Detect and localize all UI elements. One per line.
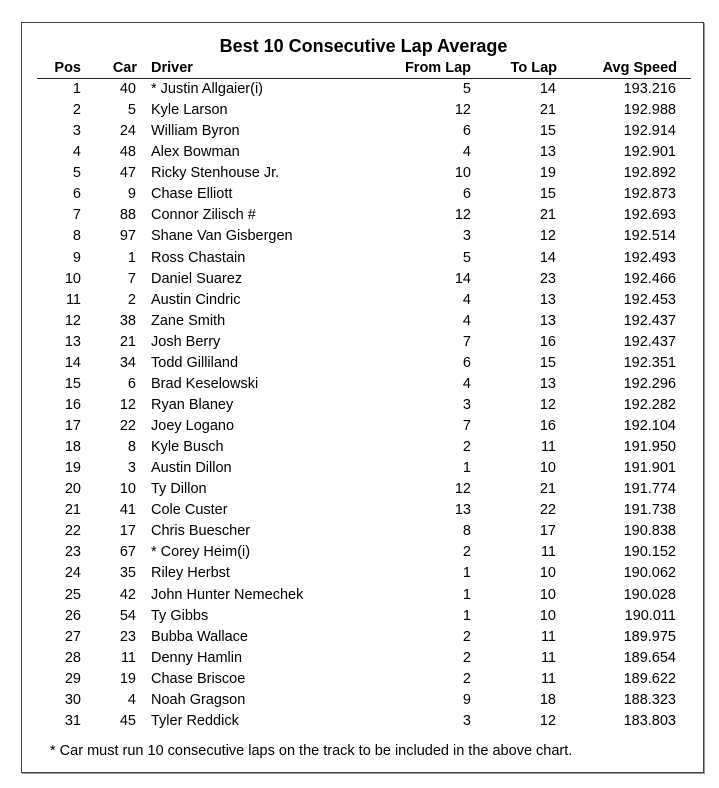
cell-to-lap: 10 [539, 607, 556, 624]
cell-from-lap: 5 [462, 81, 471, 97]
cell-from-lap: 6 [462, 123, 471, 140]
cell-from-lap: 4 [462, 144, 471, 161]
cell-car: 19 [119, 670, 136, 687]
cell-pos: 19 [64, 460, 81, 477]
cell-pos: 29 [64, 670, 81, 687]
cell-from-lap: 1 [462, 586, 471, 603]
cell-from-lap: 9 [462, 691, 471, 708]
table-row [37, 585, 691, 606]
cell-pos: 23 [64, 544, 81, 561]
cell-avg-speed: 190.838 [623, 523, 676, 540]
cell-from-lap: 7 [462, 333, 471, 350]
cell-driver: Noah Gragson [151, 691, 246, 708]
header-from-lap: From Lap [404, 60, 471, 76]
cell-from-lap: 2 [462, 649, 471, 666]
cell-pos: 15 [64, 375, 81, 392]
cell-to-lap: 16 [539, 333, 556, 350]
cell-to-lap: 15 [539, 186, 556, 203]
cell-to-lap: 10 [539, 586, 556, 603]
cell-from-lap: 6 [462, 354, 471, 371]
cell-avg-speed: 191.774 [623, 481, 676, 498]
cell-pos: 5 [72, 165, 81, 182]
cell-car: 67 [119, 544, 136, 561]
cell-pos: 27 [64, 628, 81, 645]
cell-car: 8 [127, 439, 136, 456]
cell-driver: Kyle Busch [151, 439, 224, 456]
cell-from-lap: 2 [462, 628, 471, 645]
table-row [37, 606, 691, 627]
cell-from-lap: 1 [462, 460, 471, 477]
cell-driver: Cole Custer [151, 502, 228, 519]
table-row [37, 163, 691, 184]
cell-car: 6 [127, 375, 136, 392]
cell-driver: Todd Gilliland [151, 354, 239, 371]
cell-driver: Denny Hamlin [151, 649, 243, 666]
table-row [37, 269, 691, 290]
table-row [37, 311, 691, 332]
cell-avg-speed: 192.514 [623, 228, 676, 245]
table-row [37, 226, 691, 247]
cell-car: 35 [119, 565, 136, 582]
report-frame [21, 22, 704, 773]
table-row [37, 416, 691, 437]
cell-avg-speed: 183.803 [623, 712, 676, 729]
cell-from-lap: 14 [454, 270, 471, 287]
cell-to-lap: 11 [540, 439, 556, 456]
table-row [37, 142, 691, 163]
cell-car: 1 [127, 249, 136, 266]
table-row [37, 542, 691, 563]
cell-car: 2 [127, 291, 136, 308]
cell-driver: Daniel Suarez [151, 270, 243, 287]
cell-pos: 22 [64, 523, 81, 540]
cell-car: 4 [127, 691, 136, 708]
header-to-lap: To Lap [510, 60, 557, 76]
cell-from-lap: 12 [454, 481, 471, 498]
cell-driver: Ricky Stenhouse Jr. [151, 165, 280, 182]
cell-from-lap: 8 [462, 523, 471, 540]
cell-to-lap: 23 [539, 270, 556, 287]
cell-pos: 6 [72, 186, 81, 203]
cell-to-lap: 19 [539, 165, 556, 182]
cell-pos: 4 [72, 144, 81, 161]
cell-car: 17 [119, 523, 136, 540]
cell-car: 54 [119, 607, 136, 624]
cell-driver: John Hunter Nemechek [151, 586, 304, 603]
cell-from-lap: 4 [462, 375, 471, 392]
cell-from-lap: 7 [462, 418, 471, 434]
table-header [37, 59, 691, 79]
cell-from-lap: 13 [454, 502, 471, 519]
cell-car: 38 [119, 312, 136, 329]
cell-driver: Zane Smith [151, 312, 226, 329]
cell-to-lap: 13 [539, 291, 556, 308]
cell-to-lap: 12 [539, 712, 556, 729]
cell-to-lap: 11 [540, 649, 556, 666]
header-car: Car [112, 60, 137, 76]
cell-driver: Austin Dillon [151, 460, 232, 477]
cell-driver: Tyler Reddick [151, 712, 239, 729]
cell-from-lap: 3 [462, 228, 471, 245]
cell-avg-speed: 192.466 [623, 270, 676, 287]
cell-pos: 21 [64, 502, 81, 519]
cell-car: 47 [119, 165, 136, 182]
cell-avg-speed: 192.437 [623, 333, 676, 350]
cell-avg-speed: 192.437 [623, 312, 676, 329]
table-row [37, 248, 691, 269]
cell-pos: 16 [64, 396, 81, 413]
cell-driver: Kyle Larson [151, 102, 228, 119]
table-row [37, 184, 691, 205]
cell-car: 9 [127, 186, 136, 203]
cell-to-lap: 13 [539, 375, 556, 392]
cell-from-lap: 6 [462, 186, 471, 203]
cell-pos: 13 [64, 333, 81, 350]
table-row [37, 205, 691, 226]
report-title: Best 10 Consecutive Lap Average [219, 36, 508, 56]
cell-driver: Ryan Blaney [151, 396, 234, 413]
cell-pos: 7 [72, 207, 81, 224]
cell-driver: Ty Gibbs [151, 607, 209, 624]
cell-pos: 10 [64, 270, 81, 287]
cell-avg-speed: 192.351 [623, 354, 676, 371]
cell-from-lap: 1 [462, 565, 471, 582]
cell-pos: 1 [72, 81, 81, 97]
cell-to-lap: 11 [540, 670, 556, 687]
cell-driver: Alex Bowman [151, 144, 240, 161]
cell-driver: * Justin Allgaier(i) [151, 81, 264, 97]
cell-avg-speed: 189.975 [623, 628, 676, 645]
cell-car: 42 [119, 586, 136, 603]
table-row [37, 690, 691, 711]
cell-to-lap: 15 [539, 354, 556, 371]
table-row [37, 500, 691, 521]
table-row [37, 332, 691, 353]
cell-to-lap: 10 [539, 565, 556, 582]
table-row [37, 669, 691, 690]
cell-avg-speed: 191.950 [623, 439, 676, 456]
cell-car: 88 [119, 207, 136, 224]
cell-avg-speed: 192.892 [623, 165, 676, 182]
cell-avg-speed: 192.453 [623, 291, 676, 308]
cell-to-lap: 11 [540, 544, 556, 561]
cell-to-lap: 21 [539, 207, 556, 224]
table-row [37, 100, 691, 121]
cell-avg-speed: 192.493 [623, 249, 676, 266]
cell-pos: 11 [65, 291, 81, 308]
table-row [37, 563, 691, 584]
cell-to-lap: 17 [539, 523, 556, 540]
cell-avg-speed: 192.988 [623, 102, 676, 119]
table-body [37, 79, 691, 732]
cell-pos: 2 [72, 102, 81, 119]
cell-driver: Joey Logano [151, 418, 235, 434]
table-row [37, 395, 691, 416]
cell-driver: Bubba Wallace [151, 628, 248, 645]
cell-driver: Shane Van Gisbergen [151, 228, 293, 245]
cell-from-lap: 2 [462, 670, 471, 687]
header-driver: Driver [151, 60, 193, 76]
cell-car: 45 [119, 712, 136, 729]
cell-avg-speed: 190.062 [623, 565, 676, 582]
cell-pos: 28 [64, 649, 81, 666]
footnote: * Car must run 10 consecutive laps on the track to be included in the above chart. [50, 743, 573, 759]
table-row [37, 648, 691, 669]
cell-avg-speed: 192.296 [623, 375, 676, 392]
table-row [37, 521, 691, 542]
cell-from-lap: 2 [462, 439, 471, 456]
table-row [37, 627, 691, 648]
cell-to-lap: 22 [539, 502, 556, 519]
cell-avg-speed: 190.011 [624, 607, 676, 624]
cell-driver: Ty Dillon [151, 481, 207, 498]
table-row [37, 353, 691, 374]
cell-from-lap: 3 [462, 396, 471, 413]
cell-avg-speed: 189.654 [623, 649, 676, 666]
cell-avg-speed: 192.914 [623, 123, 676, 140]
cell-car: 48 [119, 144, 136, 161]
cell-pos: 14 [64, 354, 81, 371]
cell-car: 10 [119, 481, 136, 498]
cell-from-lap: 2 [462, 544, 471, 561]
cell-pos: 8 [72, 228, 81, 245]
header-avg-speed: Avg Speed [602, 60, 677, 76]
table-row [37, 374, 691, 395]
cell-from-lap: 4 [462, 312, 471, 329]
cell-pos: 30 [64, 691, 81, 708]
cell-car: 7 [127, 270, 136, 287]
cell-pos: 31 [64, 712, 81, 729]
cell-car: 22 [119, 418, 136, 434]
cell-car: 5 [127, 102, 136, 119]
cell-driver: Ross Chastain [151, 249, 246, 266]
cell-car: 24 [119, 123, 136, 140]
table-row [37, 479, 691, 500]
table-row [37, 458, 691, 479]
cell-driver: Riley Herbst [151, 565, 230, 582]
cell-driver: Chris Buescher [151, 523, 251, 540]
cell-avg-speed: 192.901 [623, 144, 676, 161]
cell-car: 3 [127, 460, 136, 477]
table-row [37, 290, 691, 311]
cell-pos: 17 [64, 418, 81, 434]
cell-avg-speed: 192.873 [623, 186, 676, 203]
cell-pos: 24 [64, 565, 81, 582]
cell-pos: 26 [64, 607, 81, 624]
cell-from-lap: 1 [462, 607, 471, 624]
table-row [37, 121, 691, 142]
cell-car: 11 [120, 649, 136, 666]
table-row [37, 437, 691, 458]
cell-from-lap: 10 [454, 165, 471, 182]
cell-from-lap: 12 [454, 102, 471, 119]
cell-car: 34 [119, 354, 136, 371]
cell-avg-speed: 192.104 [623, 418, 676, 434]
cell-to-lap: 11 [540, 628, 556, 645]
cell-to-lap: 12 [539, 228, 556, 245]
cell-driver: Connor Zilisch # [151, 207, 256, 224]
cell-to-lap: 16 [539, 418, 556, 434]
cell-car: 40 [119, 81, 136, 97]
cell-pos: 3 [72, 123, 81, 140]
cell-car: 97 [119, 228, 136, 245]
cell-driver: William Byron [151, 123, 240, 140]
cell-car: 21 [119, 333, 136, 350]
cell-car: 23 [119, 628, 136, 645]
cell-car: 12 [119, 396, 136, 413]
cell-pos: 9 [72, 249, 81, 266]
cell-avg-speed: 192.282 [623, 396, 676, 413]
cell-avg-speed: 191.738 [623, 502, 676, 519]
cell-to-lap: 14 [539, 249, 556, 266]
cell-to-lap: 18 [539, 691, 556, 708]
cell-avg-speed: 190.152 [623, 544, 676, 561]
cell-avg-speed: 188.323 [623, 691, 676, 708]
table-row [37, 79, 691, 100]
cell-to-lap: 21 [539, 102, 556, 119]
cell-pos: 20 [64, 481, 81, 498]
cell-to-lap: 10 [539, 460, 556, 477]
cell-to-lap: 13 [539, 312, 556, 329]
cell-to-lap: 12 [539, 396, 556, 413]
cell-pos: 12 [64, 312, 81, 329]
cell-to-lap: 21 [539, 481, 556, 498]
cell-driver: Brad Keselowski [151, 375, 259, 392]
cell-driver: Chase Briscoe [151, 670, 246, 687]
cell-to-lap: 15 [539, 123, 556, 140]
cell-avg-speed: 191.901 [623, 460, 676, 477]
cell-from-lap: 4 [462, 291, 471, 308]
cell-avg-speed: 193.216 [623, 81, 676, 97]
cell-driver: Josh Berry [151, 333, 221, 350]
cell-to-lap: 14 [539, 81, 556, 97]
cell-driver: Chase Elliott [151, 186, 233, 203]
cell-car: 41 [119, 502, 136, 519]
cell-avg-speed: 189.622 [623, 670, 676, 687]
cell-from-lap: 5 [462, 249, 471, 266]
cell-driver: Austin Cindric [151, 291, 241, 308]
table-row [37, 711, 691, 732]
cell-avg-speed: 192.693 [623, 207, 676, 224]
cell-avg-speed: 190.028 [623, 586, 676, 603]
cell-driver: * Corey Heim(i) [151, 544, 251, 561]
cell-pos: 25 [64, 586, 81, 603]
cell-pos: 18 [64, 439, 81, 456]
header-pos: Pos [54, 60, 81, 76]
cell-from-lap: 12 [454, 207, 471, 224]
cell-to-lap: 13 [539, 144, 556, 161]
cell-from-lap: 3 [462, 712, 471, 729]
